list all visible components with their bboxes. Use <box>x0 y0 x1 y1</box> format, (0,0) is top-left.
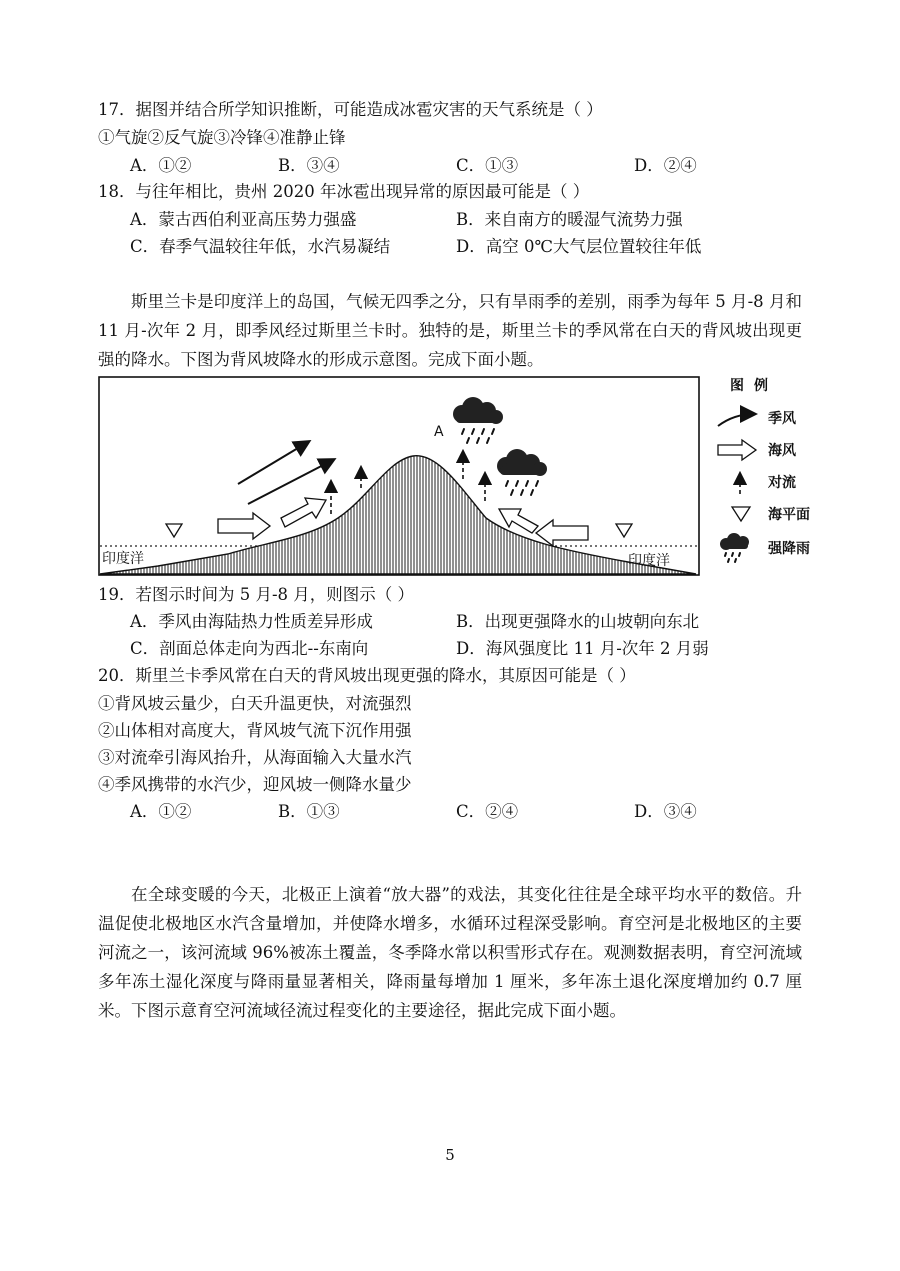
q18-option-d[interactable]: D．高空 0℃大气层位置较往年低 <box>456 237 702 256</box>
q18-option-b[interactable]: B．来自南方的暖湿气流势力强 <box>456 210 683 229</box>
q19-option-a[interactable]: A．季风由海陆热力性质差异形成 <box>130 612 373 631</box>
peak-label-a: A <box>434 424 444 440</box>
passage-arctic-yukon: 在全球变暖的今天，北极正上演着“放大器”的戏法，其变化往往是全球平均水平的数倍。升温促使北极地区水汽含量增加，并使降水增多，水循环过程深受影响。育空河是北极地区的主要河流之一，该河流域 96%被冻土覆盖，冬季降水常以积雪形式存在。观测数据表明，育空河流域多年冻土湿化深度与降雨量显著相关，降雨量每增加 1 厘米，多年冻土退化深度增加约 0.7 厘米。下图示意育空河流域径流过程变化的主要途径，据此完成下面小题。 <box>98 885 802 1020</box>
q17-sub-choices: ①气旋②反气旋③冷锋④准静止锋 <box>98 128 346 147</box>
ocean-label-left: 印度洋 <box>102 551 144 567</box>
q20-option-a[interactable]: A．①② <box>130 802 192 821</box>
sea-level-triangle-icon <box>714 500 764 528</box>
q19-option-b[interactable]: B．出现更强降水的山坡朝向东北 <box>456 612 700 631</box>
sea-breeze-arrow-icon <box>714 436 764 464</box>
q17-option-d[interactable]: D．②④ <box>634 156 697 175</box>
q19-option-d[interactable]: D．海风强度比 11 月-次年 2 月弱 <box>456 639 709 658</box>
passage-sri-lanka: 斯里兰卡是印度洋上的岛国，气候无四季之分，只有旱雨季的差别，雨季为每年 5 月-8 月和 11 月-次年 2 月，即季风经过斯里兰卡时。独特的是，斯里兰卡的季风常在白天的背风坡出现更强的降水。下图为背风坡降水的形成示意图。完成下面小题。 <box>98 292 802 369</box>
q17-option-a[interactable]: A．①② <box>130 156 192 175</box>
legend <box>712 372 832 572</box>
legend-label-convection: 对流 <box>768 475 796 491</box>
legend-row-heavy-rain <box>712 534 832 562</box>
q17-stem: 17．据图并结合所学知识推断，可能造成冰雹灾害的天气系统是（ ） <box>98 100 603 119</box>
legend-label-sea-level: 海平面 <box>768 507 810 523</box>
monsoon-arrow-icon <box>714 404 764 432</box>
q18-stem: 18．与往年相比，贵州 2020 年冰雹出现异常的原因最可能是（ ） <box>98 182 590 201</box>
q19-stem: 19．若图示时间为 5 月-8 月，则图示（ ） <box>98 585 415 604</box>
q17-option-c[interactable]: C．①③ <box>456 156 519 175</box>
page-number: 5 <box>445 1146 455 1164</box>
q20-option-b[interactable]: B．①③ <box>278 802 340 821</box>
legend-row-sea-breeze <box>712 436 832 464</box>
legend-label-sea-breeze: 海风 <box>768 443 796 459</box>
q18-option-c[interactable]: C．春季气温较往年低，水汽易凝结 <box>130 237 391 256</box>
q18-option-a[interactable]: A．蒙古西伯利亚高压势力强盛 <box>130 210 357 229</box>
q20-option-d[interactable]: D．③④ <box>634 802 697 821</box>
q20-option-c[interactable]: C．②④ <box>456 802 519 821</box>
q20-sub-1: ①背风坡云量少，白天升温更快，对流强烈 <box>98 694 412 713</box>
legend-row-sea-level <box>712 500 832 528</box>
q20-sub-4: ④季风携带的水汽少，迎风坡一侧降水量少 <box>98 775 412 794</box>
q17-option-b[interactable]: B．③④ <box>278 156 340 175</box>
legend-row-convection <box>712 468 832 496</box>
convection-arrow-icon <box>714 468 764 496</box>
ocean-label-right: 印度洋 <box>628 553 670 569</box>
diagram-svg <box>98 376 700 576</box>
legend-row-monsoon <box>712 404 832 432</box>
q20-sub-2: ②山体相对高度大，背风坡气流下沉作用强 <box>98 721 412 740</box>
heavy-rain-cloud-icon <box>714 532 764 564</box>
q20-sub-3: ③对流牵引海风抬升，从海面输入大量水汽 <box>98 748 412 767</box>
legend-label-monsoon: 季风 <box>768 411 796 427</box>
legend-title: 图例 <box>730 378 778 394</box>
q19-option-c[interactable]: C．剖面总体走向为西北--东南向 <box>130 639 369 658</box>
leeward-precipitation-diagram <box>98 376 700 576</box>
legend-label-heavy-rain: 强降雨 <box>768 541 810 557</box>
q20-stem: 20．斯里兰卡季风常在白天的背风坡出现更强的降水，其原因可能是（ ） <box>98 666 636 685</box>
